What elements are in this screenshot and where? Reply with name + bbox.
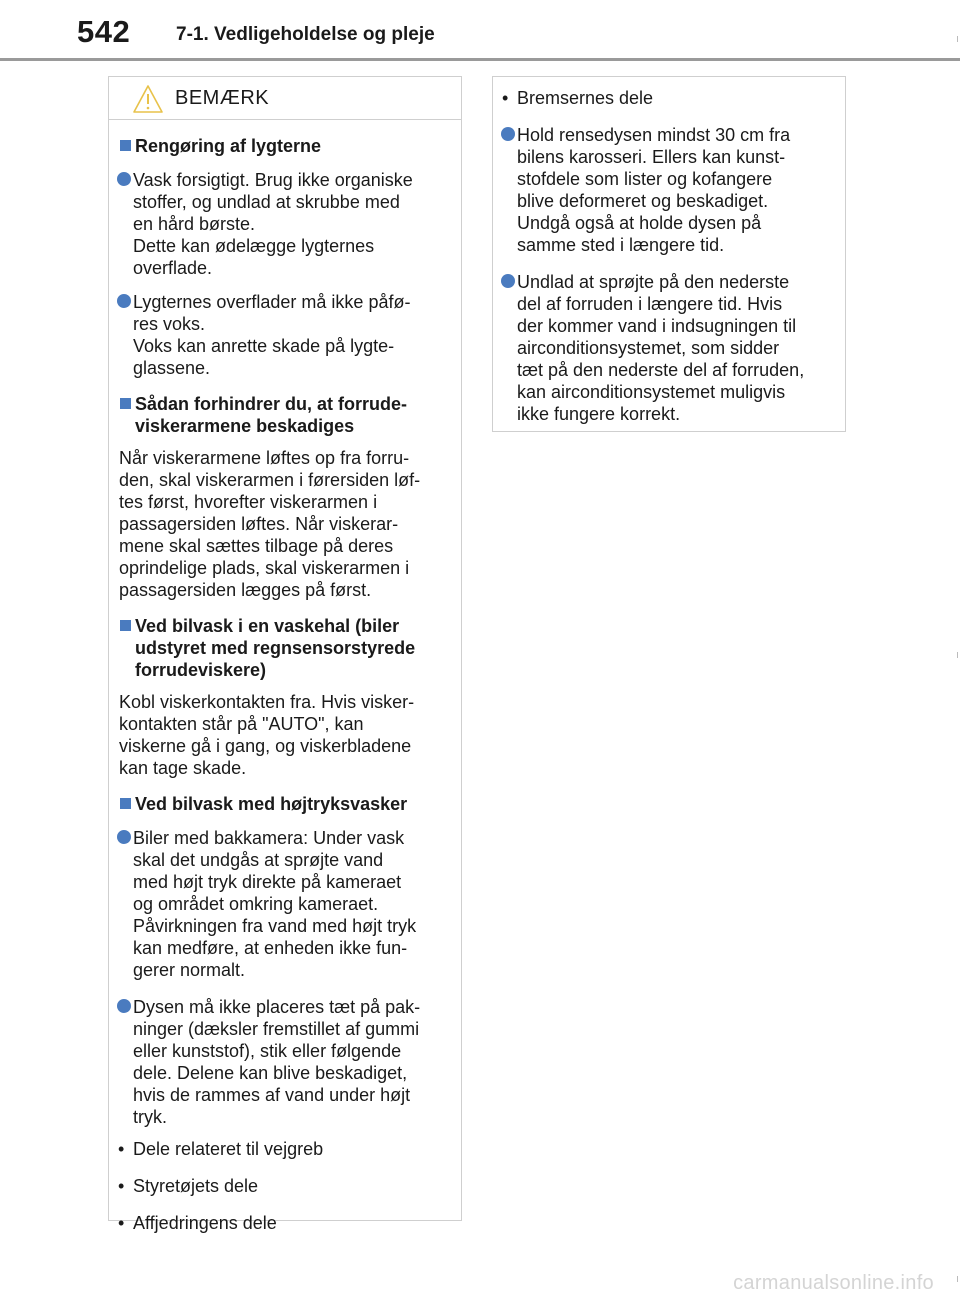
notice-header <box>109 77 461 120</box>
circle-bullet-icon <box>117 830 131 844</box>
section-title: 7-1. Vedligeholdelse og pleje <box>176 24 435 45</box>
edge-tick <box>957 1276 958 1282</box>
paragraph: Når viskerarmene løftes op fra forru- den, skal viskerarmen i førersiden løf- tes først, hvorefter viskerarmen i passagersiden løftes. Når viskerar- mene skal sættes tilbage på deres oprindelige plads, skal viskerarmen i passagersiden lægges på først. <box>119 448 421 600</box>
circle-bullet-item: Undlad at sprøjte på den nederste del af forruden i længere tid. Hvis der kommer vand i indsugningen til airconditionsystemet, som sidder tæt på den nederste del af forruden, kan airconditionsystemet muligvis ikke fungere korrekt. <box>503 271 833 425</box>
circle-bullet-item: Biler med bakkamera: Under vask skal det undgås at sprøjte vand med højt tryk direkte på kameraet og området omkring kameraet. Påvirkningen fra vand med højt tryk kan medføre, at enheden ikke fun- gerer normalt. <box>119 827 449 981</box>
page-header <box>0 0 960 62</box>
list-item: • Styretøjets dele <box>118 1176 259 1196</box>
edge-tick <box>957 652 958 658</box>
notice-content <box>493 77 845 425</box>
square-bullet-icon <box>120 398 131 409</box>
list-item: • Dele relateret til vejgreb <box>118 1139 324 1159</box>
paragraph: Kobl viskerkontakten fra. Hvis visker- kontakten står på "AUTO", kan viskerne gå i gang, og viskerbladene kan tage skade. <box>119 692 415 778</box>
circle-bullet-icon <box>501 127 515 141</box>
square-bullet-icon <box>120 620 131 631</box>
warning-triangle-icon <box>131 83 165 115</box>
subheading-pressure-washer: Ved bilvask med højtryksvasker <box>119 793 449 815</box>
circle-bullet-item: Vask forsigtigt. Brug ikke organiske stoffer, og undlad at skrubbe med en hård børste. Dette kan ødelægge lygternes overflade. <box>119 169 449 279</box>
header-rule <box>0 58 960 61</box>
circle-bullet-item: Lygternes overflader må ikke påfø- res voks. Voks kan anrette skade på lygte- glassene. <box>119 291 449 379</box>
subheading-car-wash: Ved bilvask i en vaskehal (biler udstyret med regnsensorstyrede forrudeviskere) <box>119 615 449 681</box>
notice-content <box>109 120 461 1234</box>
subheading-lamp-cleaning: Rengøring af lygterne <box>119 135 449 157</box>
circle-bullet-icon <box>117 999 131 1013</box>
watermark: carmanualsonline.info <box>733 1272 934 1294</box>
list-item: • Affjedringens dele <box>118 1213 277 1233</box>
circle-bullet-item: Hold rensedysen mindst 30 cm fra bilens karosseri. Ellers kan kunst- stofdele som lister og kofangere blive deformeret og beskadiget. Undgå også at holde dysen på samme sted i længere tid. <box>503 124 833 256</box>
circle-bullet-item: Dysen må ikke placeres tæt på pak- ninger (dæksler fremstillet af gummi eller kunststof), stik eller følgende dele. Delene kan blive beskadiget, hvis de rammes af vand under højt tryk. <box>119 996 449 1128</box>
notice-box-left <box>108 76 462 1233</box>
page-number: 542 <box>77 14 131 49</box>
circle-bullet-icon <box>117 294 131 308</box>
list-item: • Bremsernes dele <box>502 88 654 108</box>
edge-tick <box>957 36 958 42</box>
notice-label: BEMÆRK <box>175 87 270 109</box>
square-bullet-icon <box>120 798 131 809</box>
subheading-wiper-arms: Sådan forhindrer du, at forrude- viskerarmene beskadiges <box>119 393 449 437</box>
square-bullet-icon <box>120 140 131 151</box>
notice-box-right <box>492 76 846 432</box>
circle-bullet-icon <box>501 274 515 288</box>
circle-bullet-icon <box>117 172 131 186</box>
